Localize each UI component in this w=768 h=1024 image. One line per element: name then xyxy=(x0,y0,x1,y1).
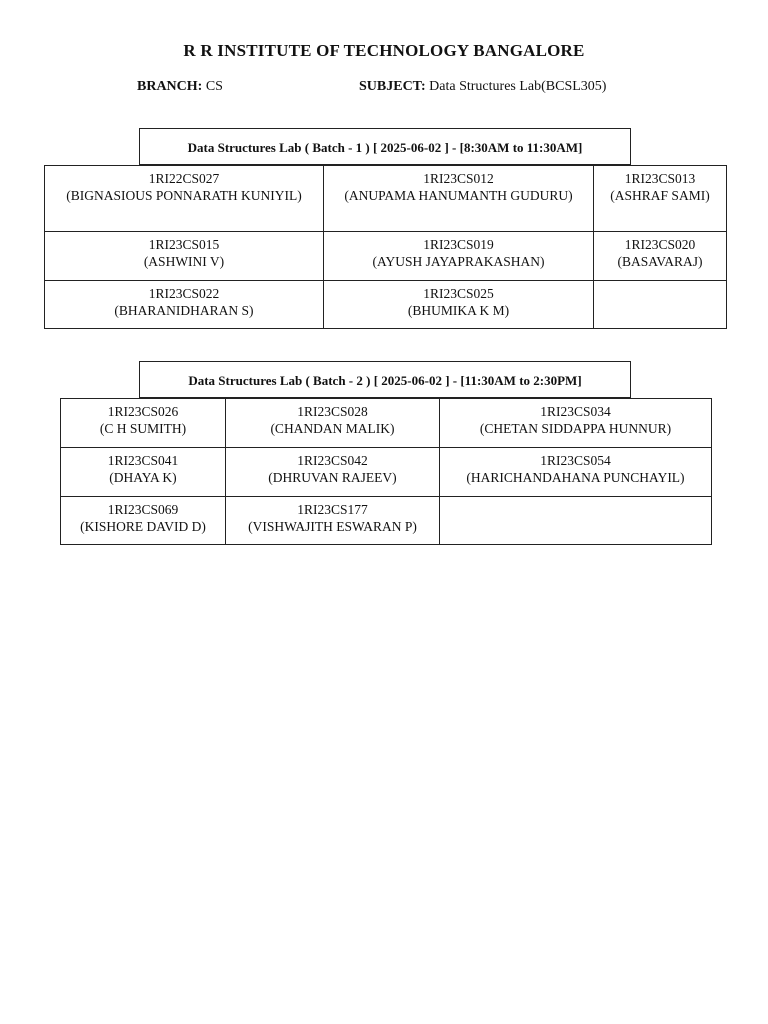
subject-line xyxy=(359,79,606,95)
student-usn: 1RI23CS042 xyxy=(297,453,368,468)
empty-cell xyxy=(594,281,727,329)
batch-2-title: Data Structures Lab ( Batch - 2 ) [ 2025-06-02 ] - [11:30AM to 2:30PM] xyxy=(139,361,631,398)
student-usn: 1RI23CS022 xyxy=(148,286,220,301)
student-usn: 1RI23CS177 xyxy=(297,502,368,517)
table-row xyxy=(61,399,712,448)
student-cell xyxy=(45,166,324,232)
table-row xyxy=(45,232,727,281)
student-cell xyxy=(45,281,324,329)
student-usn: 1RI23CS026 xyxy=(107,404,179,419)
branch-value: CS xyxy=(205,79,223,94)
student-cell xyxy=(226,497,440,545)
student-usn: 1RI23CS013 xyxy=(624,171,696,186)
student-name: (BHUMIKA K M) xyxy=(407,302,510,318)
student-name: (CHANDAN MALIK) xyxy=(270,420,395,436)
student-usn: 1RI23CS028 xyxy=(297,404,368,419)
subject-value: Data Structures Lab(BCSL305) xyxy=(429,79,607,94)
table-row xyxy=(61,497,712,545)
student-cell xyxy=(324,232,594,281)
student-name: (BHARANIDHARAN S) xyxy=(114,302,254,318)
student-cell xyxy=(324,166,594,232)
student-name: (ASHWINI V) xyxy=(143,253,225,269)
student-name: (KISHORE DAVID D) xyxy=(80,518,206,534)
student-usn: 1RI23CS012 xyxy=(423,171,494,186)
student-name: (C H SUMITH) xyxy=(99,420,187,436)
subject-label: SUBJECT: xyxy=(359,79,426,94)
student-cell xyxy=(61,399,226,448)
student-cell xyxy=(594,232,727,281)
student-name: (ANUPAMA HANUMANTH GUDURU) xyxy=(344,187,573,203)
student-usn: 1RI23CS020 xyxy=(624,237,696,252)
student-cell xyxy=(45,232,324,281)
student-cell xyxy=(61,448,226,497)
student-name: (AYUSH JAYAPRAKASHAN) xyxy=(372,253,545,269)
student-usn: 1RI23CS069 xyxy=(107,502,179,517)
student-cell xyxy=(440,448,712,497)
branch-line xyxy=(137,79,223,95)
batch-1-title: Data Structures Lab ( Batch - 1 ) [ 2025-06-02 ] - [8:30AM to 11:30AM] xyxy=(139,128,631,165)
table-row xyxy=(45,281,727,329)
student-cell xyxy=(440,399,712,448)
table-row xyxy=(61,448,712,497)
student-usn: 1RI23CS025 xyxy=(423,286,494,301)
student-usn: 1RI23CS034 xyxy=(540,404,611,419)
batch-1-table xyxy=(44,165,727,329)
student-usn: 1RI23CS019 xyxy=(423,237,494,252)
student-usn: 1RI23CS041 xyxy=(107,453,179,468)
student-name: (BIGNASIOUS PONNARATH KUNIYIL) xyxy=(66,187,302,203)
student-usn: 1RI23CS015 xyxy=(148,237,220,252)
table-row xyxy=(45,166,727,232)
student-name: (ASHRAF SAMI) xyxy=(610,187,710,203)
student-cell xyxy=(324,281,594,329)
student-name: (HARICHANDAHANA PUNCHAYIL) xyxy=(466,469,685,485)
student-usn: 1RI22CS027 xyxy=(148,171,220,186)
institute-title: R R INSTITUTE OF TECHNOLOGY BANGALORE xyxy=(183,41,585,60)
student-cell xyxy=(226,399,440,448)
student-name: (BASAVARAJ) xyxy=(617,253,703,269)
batch-2-table xyxy=(60,398,712,545)
student-name: (VISHWAJITH ESWARAN P) xyxy=(248,518,417,534)
student-name: (DHAYA K) xyxy=(109,469,177,485)
student-name: (DHRUVAN RAJEEV) xyxy=(268,469,397,485)
student-cell xyxy=(61,497,226,545)
student-usn: 1RI23CS054 xyxy=(540,453,611,468)
student-name: (CHETAN SIDDAPPA HUNNUR) xyxy=(479,420,672,436)
student-cell xyxy=(594,166,727,232)
branch-label: BRANCH: xyxy=(137,79,203,94)
empty-cell xyxy=(440,497,712,545)
student-cell xyxy=(226,448,440,497)
